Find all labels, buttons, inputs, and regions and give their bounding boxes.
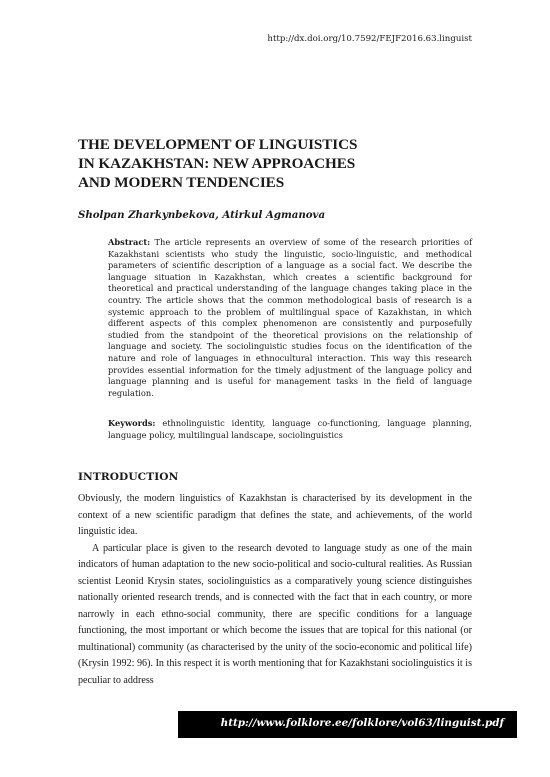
keywords-text: ethnolinguistic identity, language co-functioning, language planning, language policy, multilingual landscape, sociolinguistics — [108, 418, 473, 440]
abstract — [108, 237, 472, 399]
paragraph-2: A particular place is given to the research devoted to language study as one of the main indicators of human adaptation to the new socio-political and socio-cultural realities. As Russian scientist Leonid Krysin states, sociolinguistics as a comparatively young science distinguishes nationally oriented research trends, and is connected with the fact that in each country, or more narrowly in each ethno-social community, there are specific conditions for a language functioning, the most important or which become the issues that are topical for this national (or multinational) community (as characterised by the unity of the socio-economic and political life) (Krysin 1992: 96). In this respect it is worth mentioning that for Kazakhstani sociolinguistics it is peculiar to address — [78, 542, 472, 687]
abstract-label: Abstract: — [108, 237, 151, 247]
title-line-1: THE DEVELOPMENT OF LINGUISTICS — [78, 136, 358, 153]
title-line-2: IN KAZAKHSTAN: NEW APPROACHES — [78, 155, 356, 172]
body-text — [78, 491, 472, 690]
title-line-3: AND MODERN TENDENCIES — [78, 174, 285, 191]
footer-url-link[interactable]: http://www.folklore.ee/folklore/vol63/linguist.pdf — [220, 717, 504, 729]
footer-bar — [178, 711, 517, 738]
keywords-label: Keywords: — [108, 418, 156, 428]
paragraph-1: Obviously, the modern linguistics of Kazakhstan is characterised by its development in the context of a new scientific paradigm that defines the state, and achievements, of the world linguistic idea. — [78, 493, 472, 538]
doi-link[interactable]: http://dx.doi.org/10.7592/FEJF2016.63.linguist — [267, 34, 472, 44]
abstract-text: The article represents an overview of some of the research priorities of Kazakhstani scientists who study the linguistic, socio-linguistic, and methodical parameters of scientific description of a language as a social fact. We describe the language situation in Kazakhstan, which creates a scientific background for theoretical and practical understanding of the language changes taking place in the country. The article shows that the common methodological basis of research is a systemic approach to the problem of multilingual space of Kazakhstan, in which different aspects of this complex phenomenon are consistently and purposefully studied from the standpoint of the theoretical provisions on the relationship of language and society. The sociolinguistic studies focus on the identification of the nature and role of languages in ethnocultural interaction. This way this research provides essential information for the timely adjustment of the language policy and language planning and is useful for management tasks in the field of language regulation. — [108, 237, 473, 398]
article-title — [78, 135, 357, 192]
author-names: Sholpan Zharkynbekova, Atirkul Agmanova — [78, 209, 326, 221]
section-heading-introduction: INTRODUCTION — [78, 471, 179, 483]
keywords — [108, 418, 472, 441]
